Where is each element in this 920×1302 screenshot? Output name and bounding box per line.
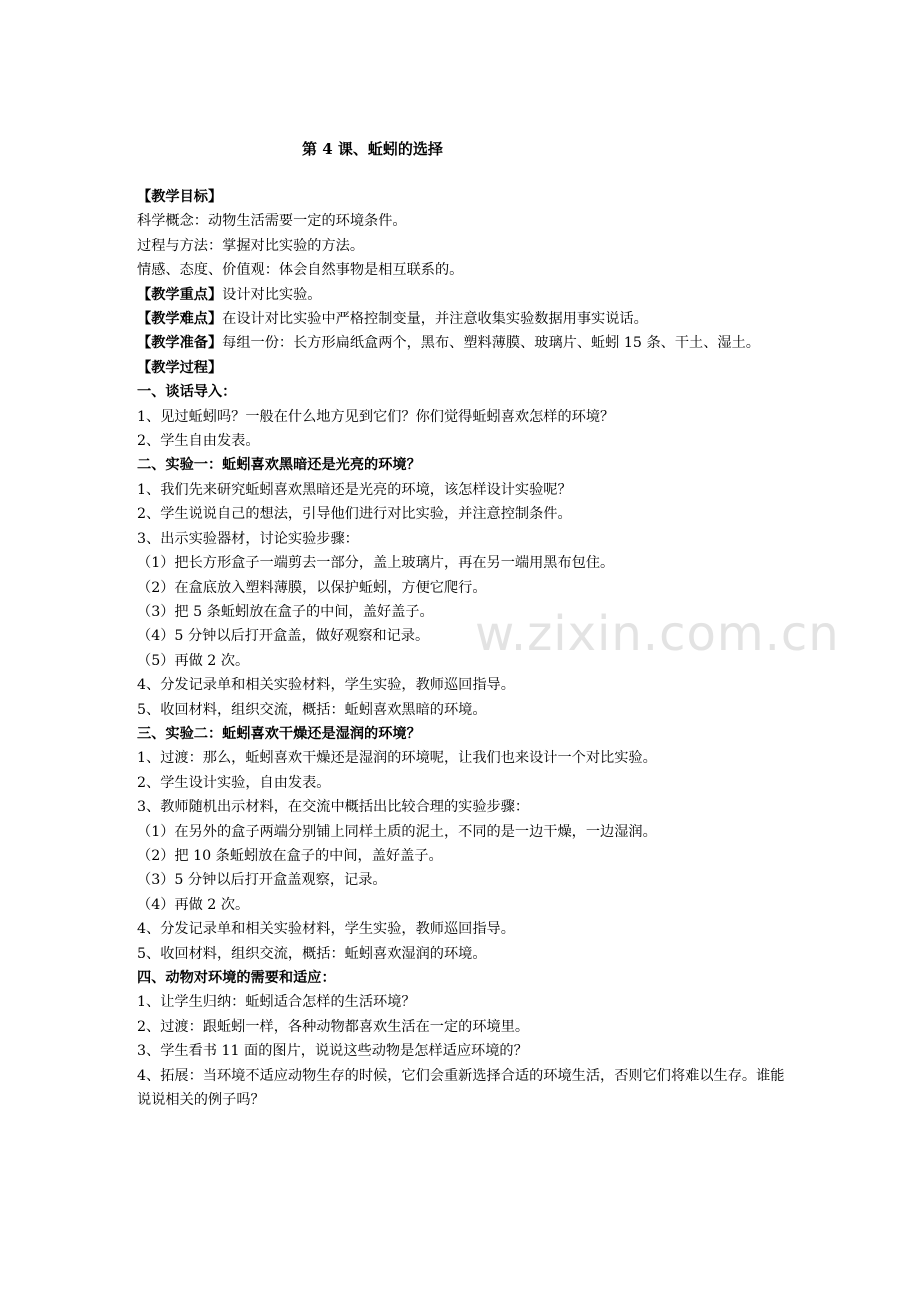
list-item: 5、收回材料，组织交流，概括：蚯蚓喜欢湿润的环境。 bbox=[137, 945, 487, 962]
list-item: （3）把 5 条蚯蚓放在盒子的中间，盖好盖子。 bbox=[137, 603, 434, 620]
preparation-text: 每组一份：长方形扁纸盒两个，黑布、塑料薄膜、玻璃片、蚯蚓 15 条、干土、湿土。 bbox=[222, 335, 760, 352]
difficulty-text: 在设计对比实验中严格控制变量，并注意收集实验数据用事实说话。 bbox=[222, 311, 648, 328]
list-item: 3、出示实验器材，讨论实验步骤： bbox=[137, 530, 359, 547]
page-title: 第 4 课、蚯蚓的选择 bbox=[302, 140, 443, 158]
list-item: （4）再做 2 次。 bbox=[137, 896, 250, 913]
list-item: 1、见过蚯蚓吗？一般在什么地方见到它们？你们觉得蚯蚓喜欢怎样的环境？ bbox=[137, 408, 615, 425]
goal-method: 过程与方法：掌握对比实验的方法。 bbox=[137, 237, 365, 254]
part4-heading: 四、动物对环境的需要和适应： bbox=[137, 970, 336, 986]
list-item: 3、教师随机出示材料，在交流中概括出比较合理的实验步骤： bbox=[137, 799, 530, 816]
key-point bbox=[137, 283, 787, 307]
list-item: 4、分发记录单和相关实验材料，学生实验，教师巡回指导。 bbox=[137, 921, 515, 938]
list-item: 3、学生看书 11 面的图片，说说这些动物是怎样适应环境的？ bbox=[137, 1043, 528, 1060]
goal-attitude: 情感、态度、价值观：体会自然事物是相互联系的。 bbox=[137, 262, 464, 279]
list-item: （1）把长方形盒子一端剪去一部分，盖上玻璃片，再在另一端用黑布包住。 bbox=[137, 555, 615, 572]
preparation-label: 【教学准备】 bbox=[137, 335, 223, 352]
preparation bbox=[137, 331, 787, 355]
list-item: （2）在盒底放入塑料薄膜，以保护蚯蚓，方便它爬行。 bbox=[137, 579, 487, 596]
list-item: 2、学生设计实验，自由发表。 bbox=[137, 774, 331, 791]
part2-heading: 二、实验一：蚯蚓喜欢黑暗还是光亮的环境？ bbox=[137, 457, 421, 474]
goals-heading: 【教学目标】 bbox=[137, 189, 223, 205]
document-body bbox=[137, 185, 787, 1112]
list-item: 2、过渡：跟蚯蚓一样，各种动物都喜欢生活在一定的环境里。 bbox=[137, 1018, 530, 1035]
list-item: （3）5 分钟以后打开盒盖观察，记录。 bbox=[137, 872, 387, 889]
list-item: （5）再做 2 次。 bbox=[137, 652, 250, 669]
part1-heading: 一、谈话导入： bbox=[137, 384, 237, 401]
watermark: w.zixin.com.cn bbox=[475, 606, 840, 662]
list-item: （1）在另外的盒子两端分别铺上同样土质的泥土，不同的是一边干燥，一边湿润。 bbox=[137, 823, 657, 840]
list-item: （4）5 分钟以后打开盒盖，做好观察和记录。 bbox=[137, 628, 430, 645]
list-item: 2、学生说说自己的想法，引导他们进行对比实验，并注意控制条件。 bbox=[137, 506, 572, 523]
key-point-label: 【教学重点】 bbox=[137, 286, 223, 303]
difficulty-label: 【教学难点】 bbox=[137, 311, 223, 328]
list-item: 1、让学生归纳：蚯蚓适合怎样的生活环境？ bbox=[137, 994, 416, 1011]
list-item: 4、拓展：当环境不适应动物生存的时候，它们会重新选择合适的环境生活，否则它们将难以生存。谁能说说相关的例子吗？ bbox=[137, 1067, 785, 1109]
list-item: 4、分发记录单和相关实验材料，学生实验，教师巡回指导。 bbox=[137, 677, 515, 694]
list-item: （2）把 10 条蚯蚓放在盒子的中间，盖好盖子。 bbox=[137, 847, 443, 864]
key-point-text: 设计对比实验。 bbox=[222, 286, 322, 303]
difficulty-point bbox=[137, 307, 787, 331]
process-heading: 【教学过程】 bbox=[137, 359, 223, 376]
goal-concept: 科学概念：动物生活需要一定的环境条件。 bbox=[137, 213, 407, 230]
list-item: 1、我们先来研究蚯蚓喜欢黑暗还是光亮的环境，该怎样设计实验呢？ bbox=[137, 481, 572, 498]
part3-heading: 三、实验二：蚯蚓喜欢干燥还是湿润的环境？ bbox=[137, 725, 421, 742]
list-item: 1、过渡：那么，蚯蚓喜欢干燥还是湿润的环境呢，让我们也来设计一个对比实验。 bbox=[137, 750, 657, 767]
list-item: 5、收回材料，组织交流，概括：蚯蚓喜欢黑暗的环境。 bbox=[137, 701, 487, 718]
list-item: 2、学生自由发表。 bbox=[137, 433, 260, 450]
